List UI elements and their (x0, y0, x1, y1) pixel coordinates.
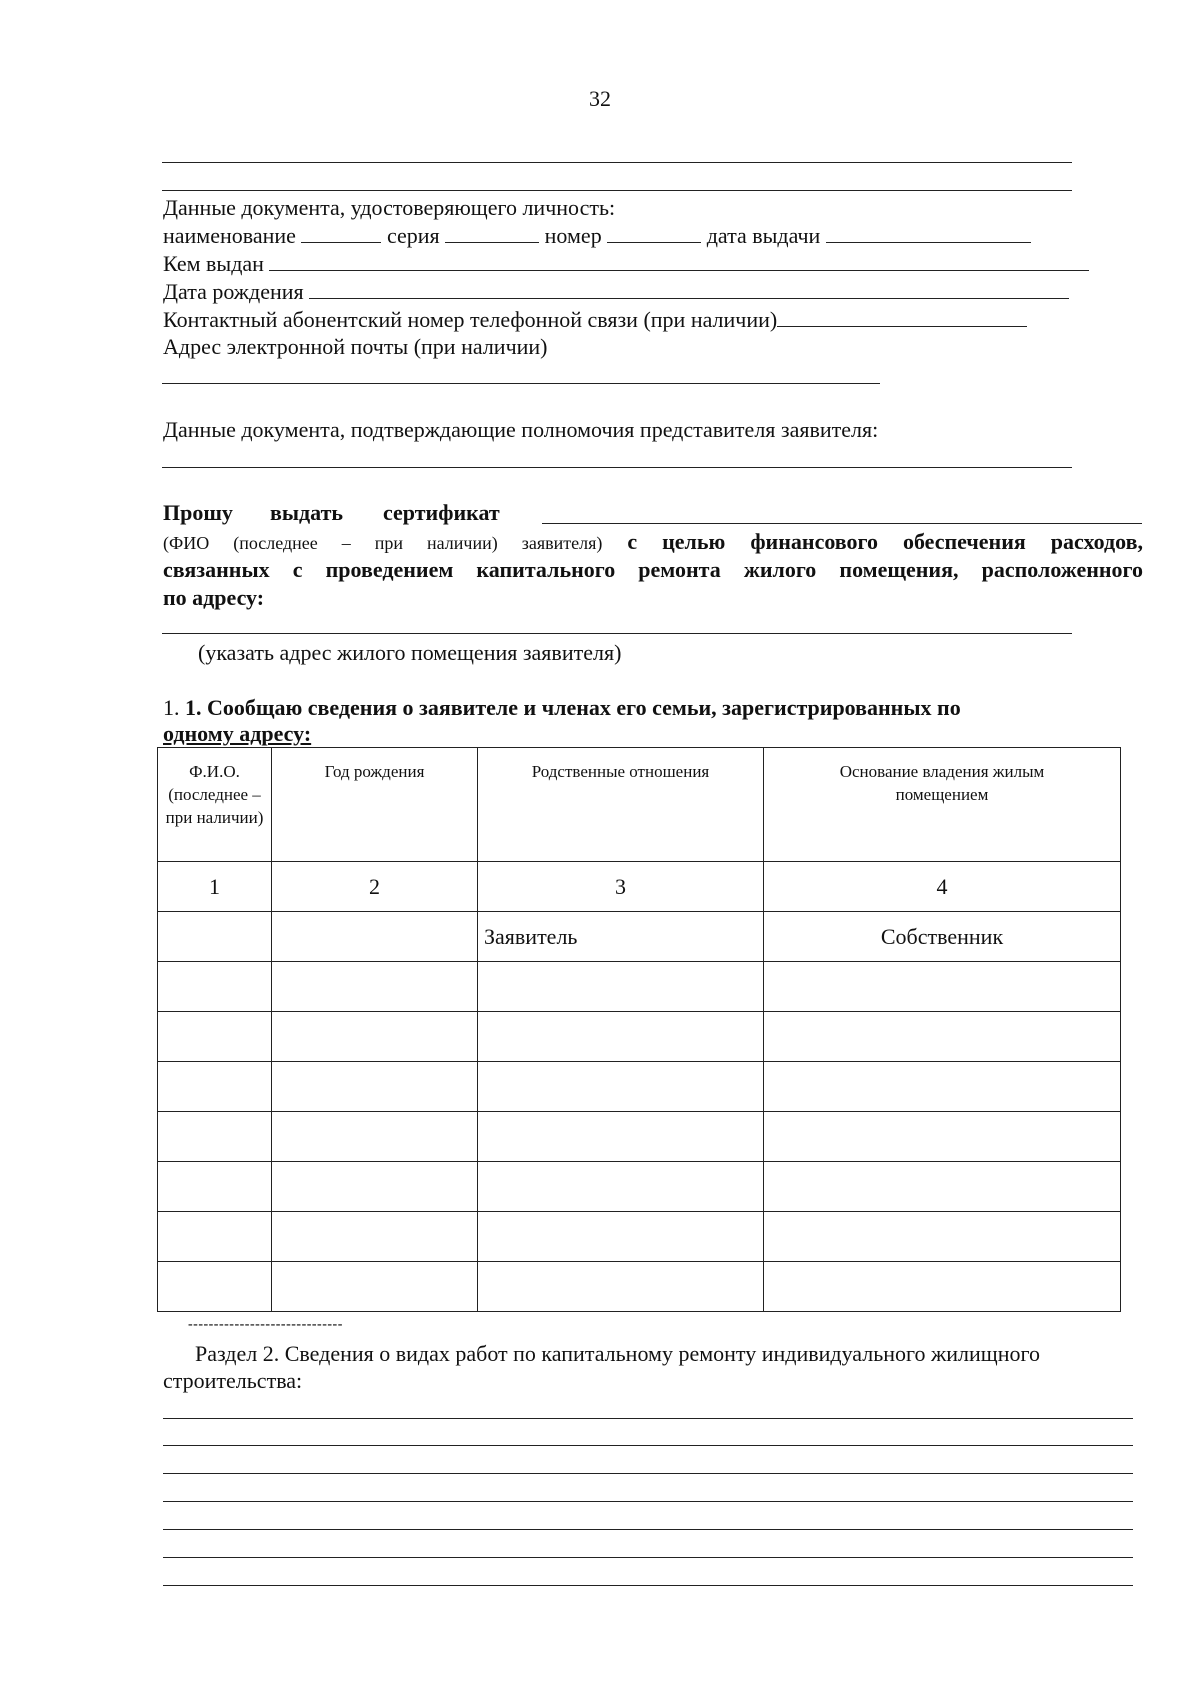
table-row (158, 962, 1121, 1012)
table-cell-birth-year[interactable] (272, 1062, 478, 1112)
section1-heading-text: 1. Сообщаю сведения о заявителе и членах его семьи, зарегистрированных по (185, 695, 961, 720)
doc-name-field[interactable] (301, 222, 381, 243)
table-cell-birth-year[interactable] (272, 1012, 478, 1062)
section1-heading-line-1: 1. 1. Сообщаю сведения о заявителе и членах его семьи, зарегистрированных по (163, 695, 961, 720)
representative-field[interactable] (162, 467, 1072, 468)
work-line[interactable] (163, 1529, 1133, 1530)
doc-series-label: серия (386, 223, 440, 248)
table-cell-ownership-basis[interactable] (764, 1062, 1121, 1112)
table-cell-relationship[interactable] (478, 1012, 764, 1062)
table-cell-fio[interactable] (158, 1162, 272, 1212)
work-line[interactable] (163, 1418, 1133, 1419)
table-cell-birth-year[interactable] (272, 912, 478, 962)
phone-field[interactable] (777, 306, 1027, 327)
header-fio: Ф.И.О. (последнее – при наличии) (158, 748, 272, 862)
table-cell-fio[interactable] (158, 962, 272, 1012)
address-hint: (указать адрес жилого помещения заявителя) (198, 640, 622, 665)
table-cell-fio[interactable] (158, 1062, 272, 1112)
table-cell-relationship[interactable] (478, 1112, 764, 1162)
table-cell-ownership-basis[interactable] (764, 1262, 1121, 1312)
table-cell-relationship[interactable] (478, 1212, 764, 1262)
column-number: 1 (158, 862, 272, 912)
email-field[interactable] (162, 383, 880, 384)
phone-row (163, 306, 1027, 333)
table-row (158, 1062, 1121, 1112)
header-relationship: Родственные отношения (478, 748, 764, 862)
table-cell-birth-year[interactable] (272, 1112, 478, 1162)
request-word-1: Прошу (163, 500, 233, 525)
request-purpose-line-2: связанных с проведением капитального ремонта жилого помещения, расположенного (163, 557, 1143, 582)
work-line[interactable] (163, 1445, 1133, 1446)
table-cell-ownership-basis[interactable]: Собственник (764, 912, 1121, 962)
section2-heading-line-2: строительства: (163, 1368, 303, 1393)
table-cell-ownership-basis[interactable] (764, 1162, 1121, 1212)
table-cell-ownership-basis[interactable] (764, 962, 1121, 1012)
table-cell-ownership-basis[interactable] (764, 1012, 1121, 1062)
doc-issue-date-field[interactable] (826, 222, 1031, 243)
table-cell-birth-year[interactable] (272, 1212, 478, 1262)
table-row (158, 1112, 1121, 1162)
table-row (158, 1162, 1121, 1212)
header-ownership-basis: Основание владения жилым помещением (764, 748, 1121, 862)
doc-series-field[interactable] (445, 222, 539, 243)
table-cell-birth-year[interactable] (272, 1262, 478, 1312)
table-cell-ownership-basis[interactable] (764, 1112, 1121, 1162)
table-cell-birth-year[interactable] (272, 1162, 478, 1212)
address-field[interactable] (162, 633, 1072, 634)
table-cell-relationship[interactable] (478, 1062, 764, 1112)
table-cell-relationship[interactable] (478, 962, 764, 1012)
request-purpose-line-3: по адресу: (163, 585, 265, 610)
work-line[interactable] (163, 1585, 1133, 1586)
table-cell-relationship[interactable] (478, 1262, 764, 1312)
table-cell-relationship[interactable] (478, 1162, 764, 1212)
request-word-3: сертификат (383, 500, 500, 525)
birth-date-label: Дата рождения (163, 279, 304, 304)
fio-note: (ФИО (последнее – при наличии) заявителя) (163, 533, 603, 553)
doc-issue-date-label: дата выдачи (706, 223, 821, 248)
section2-heading-line-1: Раздел 2. Сведения о видах работ по капитальному ремонту индивидуального жилищного (195, 1341, 1040, 1366)
table-row (158, 1212, 1121, 1262)
doc-name-label: наименование (163, 223, 296, 248)
issued-by-label: Кем выдан (163, 251, 264, 276)
applicant-fio-field[interactable] (542, 523, 1142, 524)
table-cell-fio[interactable] (158, 912, 272, 962)
family-members-table (157, 747, 1121, 1312)
table-cell-fio[interactable] (158, 1112, 272, 1162)
doc-number-label: номер (544, 223, 602, 248)
doc-number-field[interactable] (607, 222, 701, 243)
table-cell-relationship[interactable]: Заявитель (478, 912, 764, 962)
representative-label: Данные документа, подтверждающие полномочия представителя заявителя: (163, 417, 879, 442)
purpose-text-1: с целью финансового обеспечения расходов, (627, 529, 1143, 554)
table-row (158, 912, 1121, 962)
table-cell-fio[interactable] (158, 1262, 272, 1312)
email-label: Адрес электронной почты (при наличии) (163, 334, 548, 359)
work-line[interactable] (163, 1557, 1133, 1558)
table-cell-fio[interactable] (158, 1212, 272, 1262)
blank-line[interactable] (162, 162, 1072, 163)
birth-date-row (163, 278, 1069, 305)
work-line[interactable] (163, 1473, 1133, 1474)
issued-by-row (163, 250, 1089, 277)
table-row (158, 1262, 1121, 1312)
table-row (158, 1012, 1121, 1062)
table-cell-birth-year[interactable] (272, 962, 478, 1012)
work-line[interactable] (163, 1501, 1133, 1502)
phone-label: Контактный абонентский номер телефонной связи (при наличии) (163, 307, 778, 332)
issued-by-field[interactable] (269, 250, 1089, 271)
identity-doc-heading: Данные документа, удостоверяющего личность: (163, 195, 616, 220)
table-cell-ownership-basis[interactable] (764, 1212, 1121, 1262)
page-number: 32 (589, 86, 611, 111)
table-cell-fio[interactable] (158, 1012, 272, 1062)
column-number: 2 (272, 862, 478, 912)
divider-dashes: ------------------------------ (188, 1317, 343, 1332)
blank-line[interactable] (162, 190, 1072, 191)
table-header-row (158, 748, 1121, 862)
section1-heading-line-2: одному адресу: (163, 721, 312, 746)
request-word-2: выдать (270, 500, 344, 525)
column-number: 3 (478, 862, 764, 912)
identity-doc-fields-row (163, 222, 1031, 249)
table-column-numbers-row (158, 862, 1121, 912)
header-birth-year: Год рождения (272, 748, 478, 862)
request-purpose-line-1 (163, 528, 1143, 557)
column-number: 4 (764, 862, 1121, 912)
birth-date-field[interactable] (309, 278, 1069, 299)
